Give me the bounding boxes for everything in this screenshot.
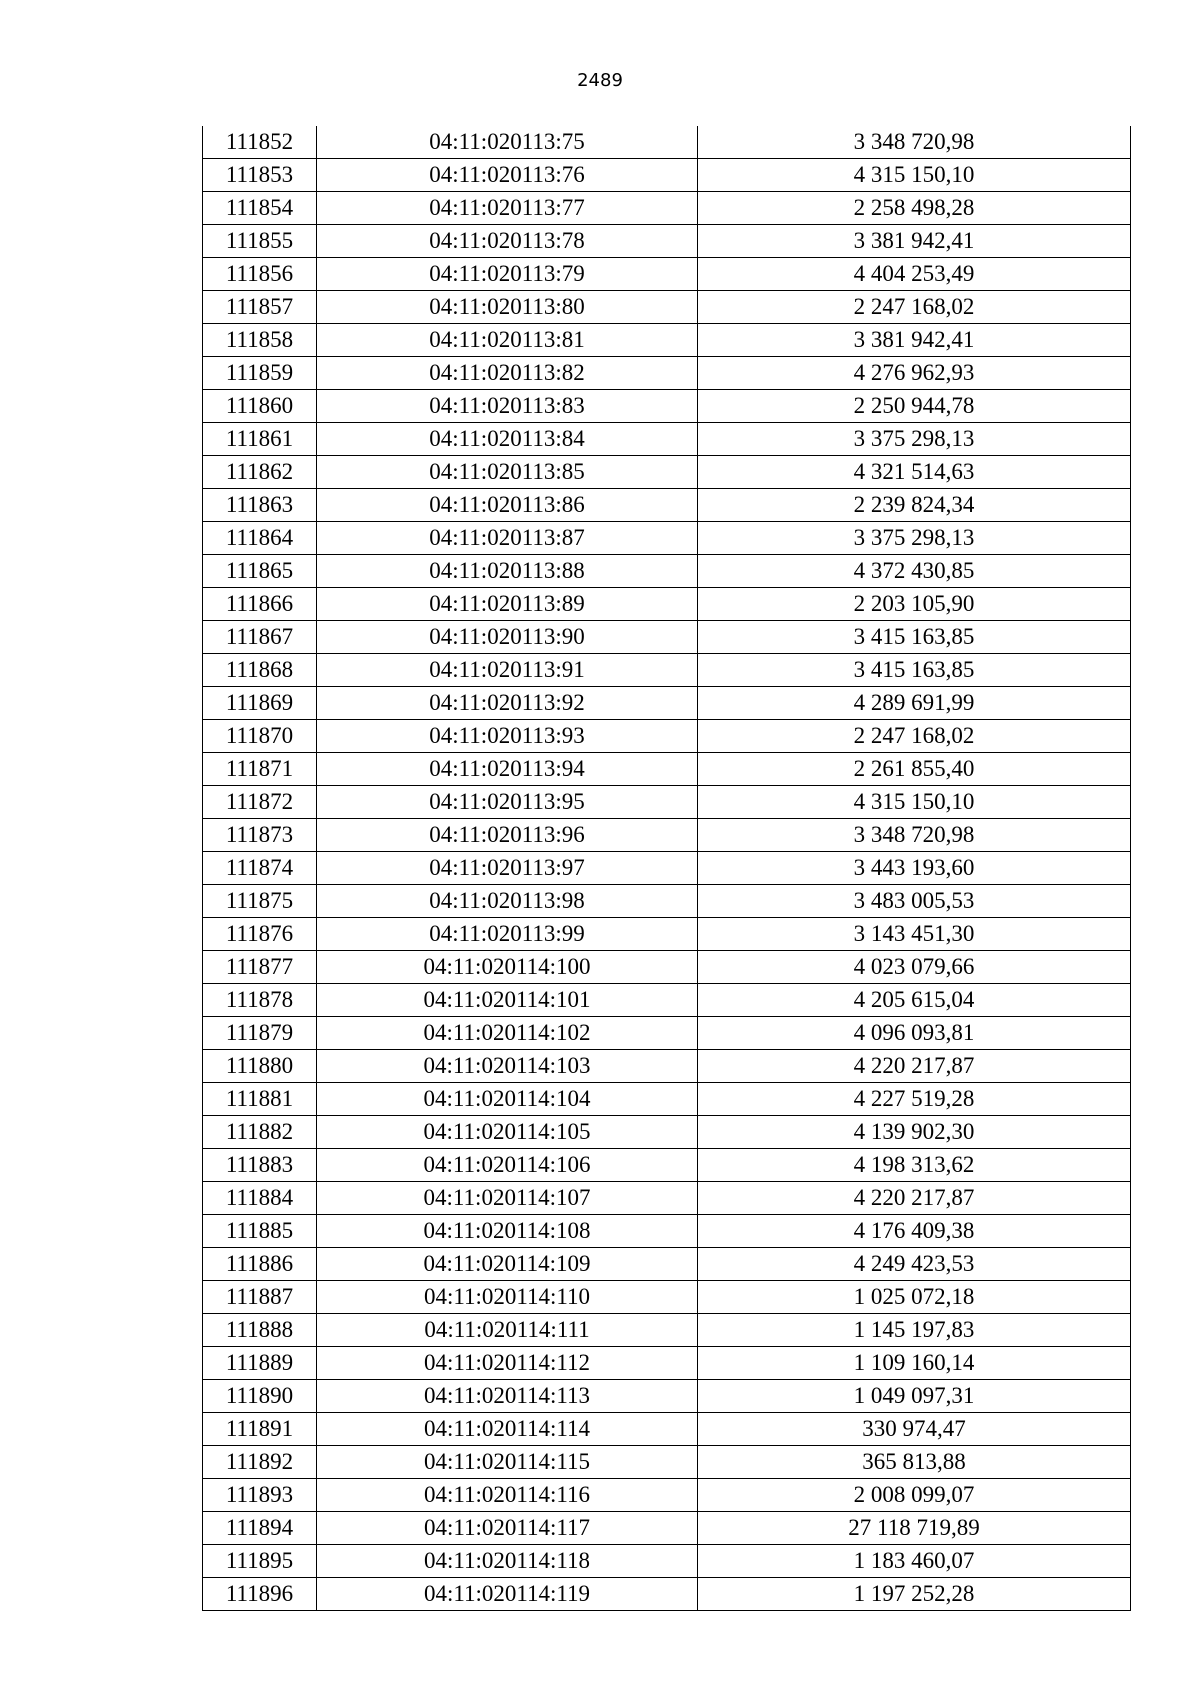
cadastral-number-cell: 04:11:020114:103 [317,1050,698,1083]
row-number-cell: 111868 [203,654,317,687]
table-row [203,1017,1131,1050]
cadastral-number-cell: 04:11:020114:115 [317,1446,698,1479]
row-number-cell: 111877 [203,951,317,984]
cadastral-number-cell: 04:11:020114:119 [317,1578,698,1611]
cadastral-value-cell: 2 239 824,34 [698,489,1131,522]
cadastral-number-cell: 04:11:020113:91 [317,654,698,687]
cadastral-value-cell: 1 145 197,83 [698,1314,1131,1347]
row-number-cell: 111863 [203,489,317,522]
table-row [203,423,1131,456]
table-row [203,1215,1131,1248]
row-number-cell: 111888 [203,1314,317,1347]
row-number-cell: 111883 [203,1149,317,1182]
row-number-cell: 111861 [203,423,317,456]
table-row [203,984,1131,1017]
table-row [203,1314,1131,1347]
cadastral-number-cell: 04:11:020114:111 [317,1314,698,1347]
row-number-cell: 111871 [203,753,317,786]
cadastral-value-cell: 4 205 615,04 [698,984,1131,1017]
cadastral-value-cell: 4 276 962,93 [698,357,1131,390]
cadastral-number-cell: 04:11:020114:118 [317,1545,698,1578]
cadastral-number-cell: 04:11:020114:117 [317,1512,698,1545]
table-row [203,852,1131,885]
cadastral-number-cell: 04:11:020113:77 [317,192,698,225]
row-number-cell: 111885 [203,1215,317,1248]
table-row [203,1545,1131,1578]
row-number-cell: 111886 [203,1248,317,1281]
table-row [203,786,1131,819]
cadastral-number-cell: 04:11:020113:79 [317,258,698,291]
row-number-cell: 111857 [203,291,317,324]
cadastral-number-cell: 04:11:020114:110 [317,1281,698,1314]
row-number-cell: 111890 [203,1380,317,1413]
cadastral-number-cell: 04:11:020114:100 [317,951,698,984]
row-number-cell: 111891 [203,1413,317,1446]
row-number-cell: 111855 [203,225,317,258]
cadastral-number-cell: 04:11:020113:88 [317,555,698,588]
cadastral-number-cell: 04:11:020114:105 [317,1116,698,1149]
row-number-cell: 111856 [203,258,317,291]
cadastral-number-cell: 04:11:020113:81 [317,324,698,357]
cadastral-value-cell: 4 227 519,28 [698,1083,1131,1116]
cadastral-number-cell: 04:11:020113:84 [317,423,698,456]
cadastral-number-cell: 04:11:020113:75 [317,126,698,159]
table-row [203,621,1131,654]
cadastral-number-cell: 04:11:020113:93 [317,720,698,753]
table-row [203,291,1131,324]
cadastral-value-cell: 3 348 720,98 [698,819,1131,852]
row-number-cell: 111870 [203,720,317,753]
table-row [203,918,1131,951]
cadastral-value-cell: 4 220 217,87 [698,1050,1131,1083]
table-row [203,1116,1131,1149]
table-row [203,357,1131,390]
row-number-cell: 111865 [203,555,317,588]
cadastral-number-cell: 04:11:020114:109 [317,1248,698,1281]
cadastral-number-cell: 04:11:020114:101 [317,984,698,1017]
cadastral-number-cell: 04:11:020113:97 [317,852,698,885]
table-row [203,951,1131,984]
table-row [203,1281,1131,1314]
cadastral-number-cell: 04:11:020113:83 [317,390,698,423]
cadastral-number-cell: 04:11:020113:82 [317,357,698,390]
row-number-cell: 111852 [203,126,317,159]
row-number-cell: 111895 [203,1545,317,1578]
row-number-cell: 111859 [203,357,317,390]
table-row [203,456,1131,489]
cadastral-number-cell: 04:11:020113:92 [317,687,698,720]
cadastral-number-cell: 04:11:020114:108 [317,1215,698,1248]
cadastral-number-cell: 04:11:020114:106 [317,1149,698,1182]
cadastral-value-cell: 2 250 944,78 [698,390,1131,423]
table-row [203,1149,1131,1182]
row-number-cell: 111854 [203,192,317,225]
cadastral-value-cell: 1 197 252,28 [698,1578,1131,1611]
table-row [203,819,1131,852]
cadastral-value-cell: 2 203 105,90 [698,588,1131,621]
table-body [203,126,1131,1611]
table-row [203,555,1131,588]
row-number-cell: 111874 [203,852,317,885]
cadastral-number-cell: 04:11:020113:87 [317,522,698,555]
row-number-cell: 111879 [203,1017,317,1050]
cadastral-value-cell: 4 023 079,66 [698,951,1131,984]
cadastral-number-cell: 04:11:020113:80 [317,291,698,324]
table-row [203,159,1131,192]
table-row [203,390,1131,423]
cadastral-number-cell: 04:11:020114:112 [317,1347,698,1380]
cadastral-number-cell: 04:11:020113:96 [317,819,698,852]
row-number-cell: 111889 [203,1347,317,1380]
cadastral-value-cell: 1 109 160,14 [698,1347,1131,1380]
table-row [203,1248,1131,1281]
table-row [203,654,1131,687]
cadastral-number-cell: 04:11:020114:102 [317,1017,698,1050]
cadastral-number-cell: 04:11:020113:89 [317,588,698,621]
row-number-cell: 111864 [203,522,317,555]
cadastral-value-cell: 3 381 942,41 [698,324,1131,357]
table-row [203,192,1131,225]
cadastral-value-cell: 3 415 163,85 [698,621,1131,654]
cadastral-value-cell: 4 249 423,53 [698,1248,1131,1281]
cadastral-value-cell: 2 261 855,40 [698,753,1131,786]
row-number-cell: 111866 [203,588,317,621]
cadastral-value-cell: 2 247 168,02 [698,720,1131,753]
row-number-cell: 111862 [203,456,317,489]
row-number-cell: 111873 [203,819,317,852]
cadastral-number-cell: 04:11:020113:94 [317,753,698,786]
cadastral-number-cell: 04:11:020113:99 [317,918,698,951]
cadastral-number-cell: 04:11:020114:116 [317,1479,698,1512]
cadastral-value-cell: 4 198 313,62 [698,1149,1131,1182]
table-row [203,1479,1131,1512]
table-row [203,489,1131,522]
cadastral-value-cell: 3 443 193,60 [698,852,1131,885]
row-number-cell: 111881 [203,1083,317,1116]
cadastral-value-cell: 4 176 409,38 [698,1215,1131,1248]
row-number-cell: 111860 [203,390,317,423]
row-number-cell: 111853 [203,159,317,192]
cadastral-value-cell: 4 372 430,85 [698,555,1131,588]
cadastral-value-cell: 2 247 168,02 [698,291,1131,324]
cadastral-number-cell: 04:11:020113:95 [317,786,698,819]
cadastral-value-cell: 3 143 451,30 [698,918,1131,951]
cadastral-value-cell: 3 381 942,41 [698,225,1131,258]
cadastral-number-cell: 04:11:020114:104 [317,1083,698,1116]
cadastral-value-cell: 2 008 099,07 [698,1479,1131,1512]
table-row [203,225,1131,258]
cadastral-number-cell: 04:11:020114:113 [317,1380,698,1413]
cadastral-value-cell: 3 348 720,98 [698,126,1131,159]
cadastral-value-cell: 4 096 093,81 [698,1017,1131,1050]
cadastral-value-cell: 4 289 691,99 [698,687,1131,720]
row-number-cell: 111892 [203,1446,317,1479]
table-row [203,687,1131,720]
table-row [203,753,1131,786]
row-number-cell: 111876 [203,918,317,951]
cadastral-value-cell: 365 813,88 [698,1446,1131,1479]
table-row [203,1446,1131,1479]
table-row [203,522,1131,555]
table-row [203,324,1131,357]
cadastral-value-cell: 1 183 460,07 [698,1545,1131,1578]
row-number-cell: 111880 [203,1050,317,1083]
table-row [203,1050,1131,1083]
cadastral-value-cell: 3 375 298,13 [698,423,1131,456]
table-row [203,1347,1131,1380]
table-row [203,126,1131,159]
cadastral-number-cell: 04:11:020113:85 [317,456,698,489]
cadastral-value-cell: 27 118 719,89 [698,1512,1131,1545]
row-number-cell: 111896 [203,1578,317,1611]
cadastral-number-cell: 04:11:020113:98 [317,885,698,918]
row-number-cell: 111872 [203,786,317,819]
row-number-cell: 111878 [203,984,317,1017]
cadastral-value-cell: 2 258 498,28 [698,192,1131,225]
cadastral-value-cell: 330 974,47 [698,1413,1131,1446]
cadastral-number-cell: 04:11:020114:107 [317,1182,698,1215]
table-row [203,720,1131,753]
row-number-cell: 111875 [203,885,317,918]
cadastral-value-cell: 4 404 253,49 [698,258,1131,291]
cadastral-value-cell: 4 220 217,87 [698,1182,1131,1215]
row-number-cell: 111894 [203,1512,317,1545]
row-number-cell: 111882 [203,1116,317,1149]
cadastral-value-cell: 4 315 150,10 [698,786,1131,819]
cadastral-value-cell: 3 415 163,85 [698,654,1131,687]
row-number-cell: 111858 [203,324,317,357]
table-row [203,1512,1131,1545]
cadastral-number-cell: 04:11:020113:78 [317,225,698,258]
row-number-cell: 111893 [203,1479,317,1512]
table-row [203,1578,1131,1611]
cadastral-value-cell: 1 049 097,31 [698,1380,1131,1413]
cadastral-value-cell: 4 315 150,10 [698,159,1131,192]
cadastral-number-cell: 04:11:020113:86 [317,489,698,522]
row-number-cell: 111869 [203,687,317,720]
cadastral-number-cell: 04:11:020113:90 [317,621,698,654]
row-number-cell: 111884 [203,1182,317,1215]
cadastral-value-cell: 4 321 514,63 [698,456,1131,489]
row-number-cell: 111887 [203,1281,317,1314]
cadastral-value-cell: 4 139 902,30 [698,1116,1131,1149]
table-row [203,1182,1131,1215]
cadastral-value-cell: 3 483 005,53 [698,885,1131,918]
table-row [203,588,1131,621]
table-row [203,885,1131,918]
cadastral-value-cell: 3 375 298,13 [698,522,1131,555]
row-number-cell: 111867 [203,621,317,654]
cadastral-number-cell: 04:11:020114:114 [317,1413,698,1446]
cadastral-value-table [202,126,1131,1611]
table-row [203,1413,1131,1446]
table-row [203,258,1131,291]
cadastral-number-cell: 04:11:020113:76 [317,159,698,192]
table-row [203,1380,1131,1413]
page-number: 2489 [577,70,623,91]
cadastral-value-cell: 1 025 072,18 [698,1281,1131,1314]
table-row [203,1083,1131,1116]
